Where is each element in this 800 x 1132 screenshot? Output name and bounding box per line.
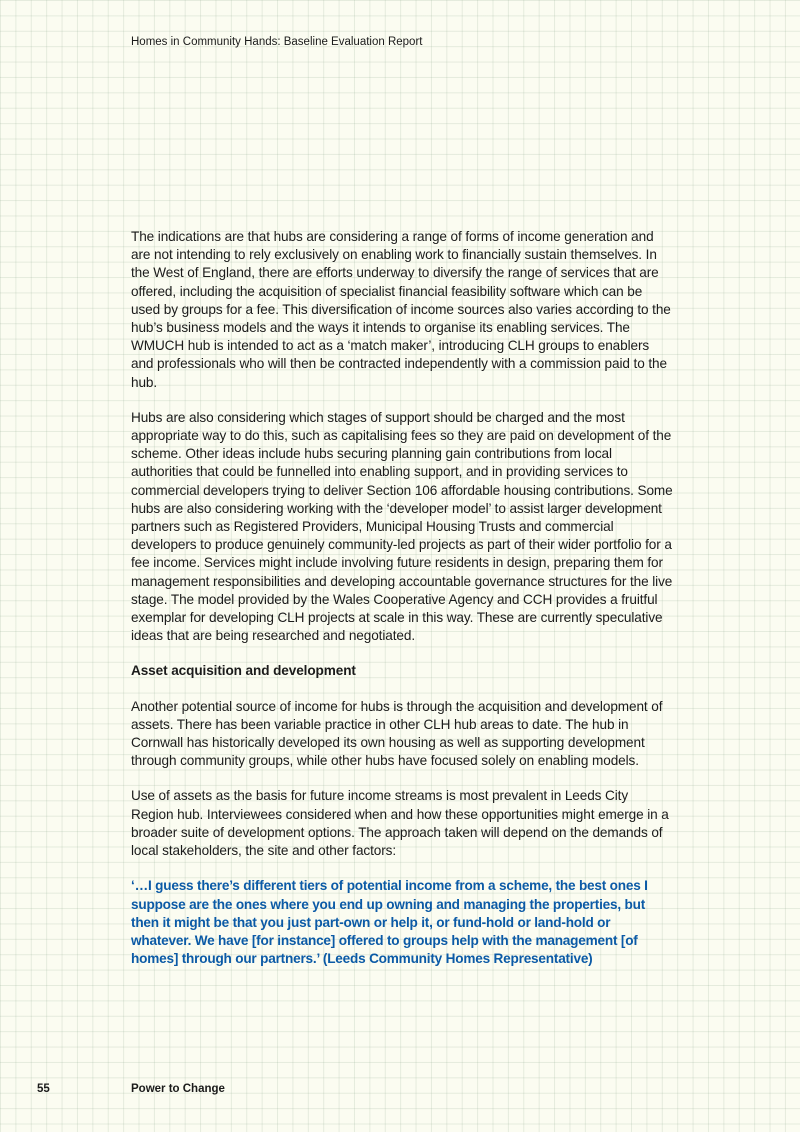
page-number: 55 [37,1083,50,1095]
paragraph-income-generation: The indications are that hubs are considering a range of forms of income generation and are not intending to rely exclusively on enabling work to financially sustain themselves. In the West of England, there are efforts underway to diversify the range of services that are offered, including the acquisition of specialist financial feasibility software which can be used by groups for a fee. This diversification of income sources also varies according to the hub’s business models and the ways it intends to organise its enabling services. The WMUCH hub is intended to act as a ‘match maker’, introducing CLH groups to enablers and professionals who will then be contracted independently with a commission paid to the hub. [131,229,671,390]
paragraph-support-charging: Hubs are also considering which stages of support should be charged and the most appropriate way to do this, such as capitalising fees so they are paid on development of the scheme. Other ideas include hubs securing planning gain contributions from local authorities that could be funnelled into enabling support, and in providing services to commercial developers trying to deliver Section 106 affordable housing contributions. Some hubs are also considering working with the ‘developer model’ to assist larger development partners such as Registered Providers, Municipal Housing Trusts and commercial developers to produce genuinely community-led projects as part of their wider portfolio for a fee income. Services might include involving future residents in design, preparing them for management responsibilities and developing accountable governance structures for the live stage. The model provided by the Wales Cooperative Agency and CCH provides a fruitful exemplar for developing CLH projects at scale in this way. These are currently speculative ideas that are being researched and negotiated. [131,409,673,644]
paragraph-leeds-assets: Use of assets as the basis for future income streams is most prevalent in Leeds City Region hub. Interviewees considered when and how these opportunities might emerge in a broader suite of development options. The approach taken will depend on the demands of local stakeholders, the site and other factors: [131,788,669,859]
running-header: Homes in Community Hands: Baseline Evaluation Report [131,36,423,48]
footer-brand: Power to Change [131,1083,225,1095]
interview-quote: ‘…I guess there’s different tiers of potential income from a scheme, the best ones I suppose are the ones where you end up owning and managing the properties, but then it might be that you just part-own or help it, or fund-hold or land-hold or whatever. We have [for instance] offered to groups help with the management [of homes] through our partners.’ (Leeds Community Homes Representative) [131,878,648,967]
main-content [131,228,673,985]
paragraph-asset-acquisition: Another potential source of income for hubs is through the acquisition and development of assets. There has been variable practice in other CLH hub areas to date. The hub in Cornwall has historically developed its own housing as well as supporting development through community groups, while other hubs have focused solely on enabling models. [131,698,663,769]
section-heading: Asset acquisition and development [131,663,356,679]
